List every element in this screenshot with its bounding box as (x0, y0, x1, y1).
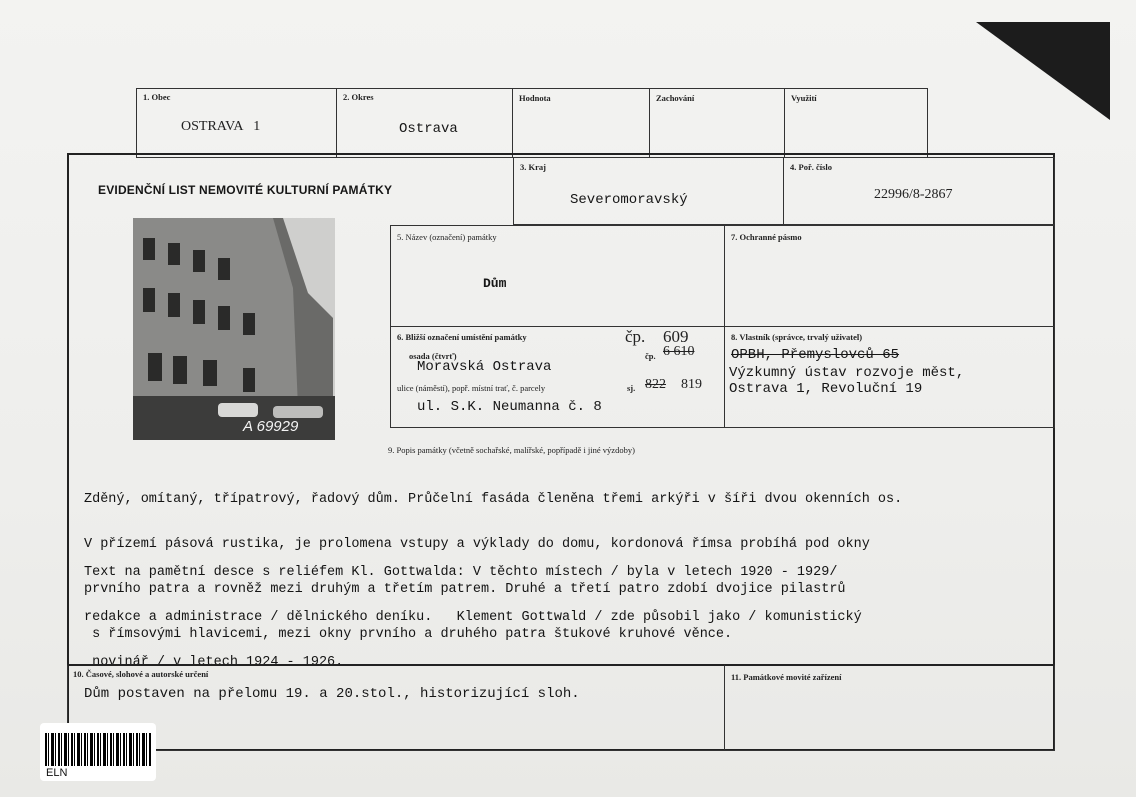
field-zarizeni (724, 664, 1055, 751)
okres-value: Ostrava (399, 121, 458, 137)
popis-line: Zděný, omítaný, třípatrový, řadový dům. Průčelní fasáda členěna třemi arkýři v šíři dvou okenních os. (84, 492, 903, 507)
building-photo (133, 218, 335, 440)
osada-label: osada (čtvrť) (409, 351, 457, 361)
field-por-cislo (783, 157, 1055, 225)
zarizeni-label: 11. Památkové movité zařízení (731, 672, 842, 682)
parcela-old-prefix: sj. (627, 383, 636, 393)
vlastnik-label: 8. Vlastník (správce, trvalý uživatel) (731, 332, 863, 342)
popis-line: redakce a administrace / dělnického deníku. Klement Gottwald / zde působil jako / komunistický (84, 610, 862, 625)
parcela-new: 819 (681, 377, 702, 392)
popis-line: s římsovými hlavicemi, mezi okny prvního a druhého patra štukové kruhové věnce. (84, 627, 733, 642)
field-vyuziti (784, 88, 928, 158)
ochranne-pasmo-label: 7. Ochranné pásmo (731, 232, 802, 242)
barcode-icon (45, 733, 151, 766)
hodnota-label: Hodnota (519, 93, 551, 103)
urceni-value: Dům postaven na přelomu 19. a 20.stol., historizující sloh. (84, 686, 580, 702)
nazev-value: Dům (483, 276, 507, 291)
field-zachovani (649, 88, 785, 158)
nazev-label: 5. Název (označení) památky (397, 232, 497, 242)
obec-value: OSTRAVA 1 (181, 119, 261, 134)
cp-old-value: 6 610 (663, 344, 695, 359)
field-hodnota (512, 88, 650, 158)
por-cislo-value: 22996/8-2867 (874, 187, 953, 202)
vlastnik-line2: Ostrava 1, Revoluční 19 (729, 381, 923, 397)
field-kraj (513, 157, 784, 225)
osada-value: Moravská Ostrava (417, 359, 552, 375)
popis-line: V přízemí pásová rustika, je prolomena vstupy a výklady do domu, kordonová římsa probíhá pod okny (84, 537, 870, 552)
kraj-label: 3. Kraj (520, 162, 546, 172)
parcela-old: 822 (645, 377, 666, 392)
field-okres (336, 88, 513, 158)
field-obec (136, 88, 337, 158)
building-photo-graphic (133, 218, 335, 440)
popis-line: novinář / v letech 1924 - 1926. (84, 655, 344, 670)
vyuziti-label: Využití (791, 93, 817, 103)
umisteni-label: 6. Bližší označení umístění památky (397, 332, 527, 342)
field-vlastnik (724, 326, 1055, 428)
ulice-label: ulice (náměstí), popř. místní trať, č. parcely (397, 383, 546, 393)
vlastnik-line1: Výzkumný ústav rozvoje měst, (729, 365, 965, 381)
barcode-text: ELN (46, 767, 68, 779)
vlastnik-old-value: OPBH, Přemyslovců 65 (731, 347, 900, 363)
obec-label: 1. Obec (143, 92, 171, 102)
ulice-value: ul. S.K. Neumanna č. 8 (417, 399, 602, 415)
form-title: EVIDENČNÍ LIST NEMOVITÉ KULTURNÍ PAMÁTKY (98, 183, 393, 197)
barcode-sticker (40, 723, 156, 781)
popis-line: Text na pamětní desce s reliéfem Kl. Gottwalda: V těchto místech / byla v letech 1920 - 1929/ (84, 565, 838, 580)
cp-old-label: čp. (645, 351, 656, 361)
field-ochranne-pasmo (724, 225, 1055, 327)
popis-label: 9. Popis památky (včetně sochařské, malířské, popřípadě i jiné výzdoby) (388, 445, 635, 455)
field-umisteni (390, 326, 725, 428)
cp-label: čp. (625, 327, 646, 346)
cp-value: 609 (663, 327, 689, 346)
popis-line: prvního patra a rovněž mezi druhým a třetím patrem. Druhé a třetí patro zdobí dvojice pilastrů (84, 582, 846, 597)
okres-label: 2. Okres (343, 92, 374, 102)
por-cislo-label: 4. Poř. číslo (790, 162, 833, 172)
scan-corner-fold (976, 22, 1110, 120)
kraj-value: Severomoravský (570, 192, 688, 208)
urceni-label: 10. Časové, slohové a autorské určení (73, 669, 209, 679)
field-nazev (390, 225, 725, 327)
zachovani-label: Zachování (656, 93, 695, 103)
photo-stamp: A 69929 (243, 418, 299, 435)
field-urceni (67, 664, 725, 751)
